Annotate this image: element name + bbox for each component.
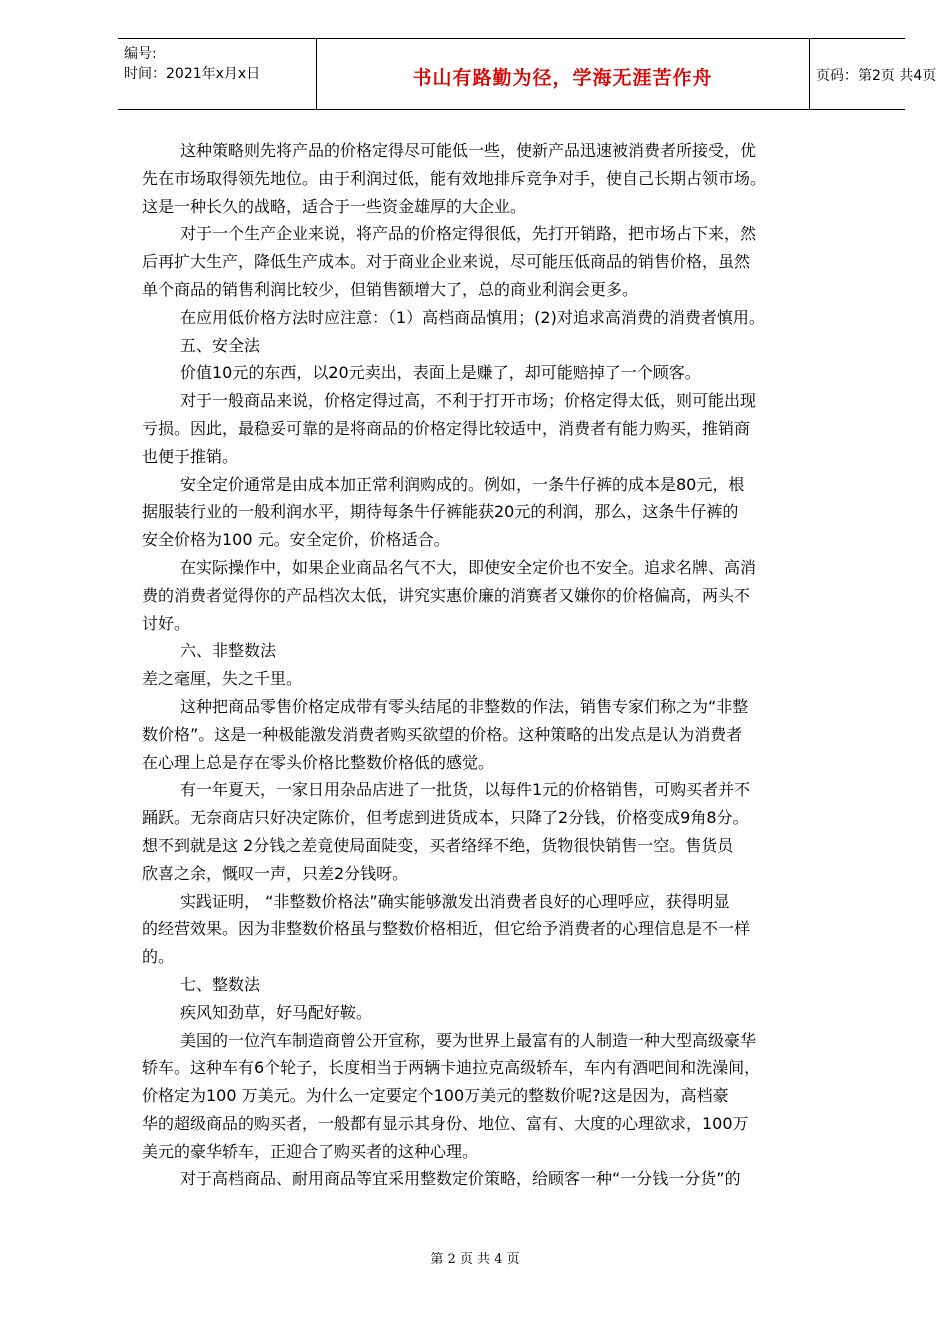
page-footer: 第 2 页 共 4 页 [430, 1252, 520, 1267]
header-page-cell [810, 39, 937, 109]
text-line: 这是一种长久的战略，适合于一些资金雄厚的大企业。 [142, 196, 527, 216]
text-line: 差之毫厘，失之千里。 [142, 669, 303, 689]
document-number-label: 编号: [124, 46, 157, 62]
text-line: 想不到就是这 2分钱之差竟使局面陡变，买者络绎不绝，货物很快销售一空。售货员 [142, 835, 734, 855]
text-line: 在心理上总是存在零头价格比整数价格低的感觉。 [142, 752, 495, 772]
text-line: 欣喜之余，慨叹一声，只差2分钱呀。 [142, 863, 409, 883]
header-motto: 书山有路勤为径，学海无涯苦作舟 [412, 67, 713, 89]
text-line: 轿车。这种车有6个轮子，长度相当于两辆卡迪拉克高级轿车，车内有酒吧间和洗澡间， [142, 1058, 761, 1078]
header-page-info: 页码：第2页 共4页 [816, 68, 937, 84]
document-time-label: 时间：2021年x月x日 [124, 66, 261, 82]
text-line: 在应用低价格方法时应注意：（1）高档商品慎用；(2)对追求高消费的消费者慎用。 [180, 307, 765, 327]
text-line: 美元的豪华轿车，正迎合了购买者的这种心理。 [142, 1141, 479, 1161]
text-line: 这种策略则先将产品的价格定得尽可能低一些，使新产品迅速被消费者所接受，优 [180, 141, 757, 160]
header-meta-cell [118, 39, 317, 109]
text-line: 亏损。因此，最稳妥可靠的是将商品的价格定得比较适中，消费者有能力购买，推销商 [142, 418, 751, 438]
text-line: 踊跃。无奈商店只好决定陈价，但考虑到进货成本，只降了2分钱，价格变成9角8分。 [142, 808, 749, 828]
text-line: 五、安全法 [180, 335, 261, 355]
text-line: 讨好。 [142, 613, 191, 633]
document-header [118, 38, 937, 110]
text-line: 七、整数法 [180, 974, 261, 994]
text-line: 的经营效果。因为非整数价格虽与整数价格相近，但它给予消费者的心理信息是不一样 [142, 919, 751, 939]
text-line: 有一年夏天，一家日用杂品店进了一批货，以每件1元的价格销售，可购买者并不 [180, 780, 751, 800]
text-line: 在实际操作中，如果企业商品名气不大，即使安全定价也不安全。追求名牌、高消 [180, 557, 757, 577]
text-line: 美国的一位汽车制造商曾公开宣称，要为世界上最富有的人制造一种大型高级豪华 [180, 1030, 757, 1050]
text-line: 后再扩大生产，降低生产成本。对于商业企业来说，尽可能压低商品的销售价格，虽然 [142, 252, 751, 272]
text-line: 对于一个生产企业来说，将产品的价格定得很低，先打开销路，把市场占下来，然 [180, 224, 757, 244]
text-line: 据服装行业的一般利润水平，期待每条牛仔裤能获20元的利润，那么，这条牛仔裤的 [142, 502, 739, 522]
text-line: 先在市场取得领先地位。由于利润过低，能有效地排斥竞争对手，使自己长期占领市场。 [142, 168, 767, 188]
text-line: 实践证明， “非整数价格法”确实能够激发出消费者良好的心理呼应，获得明显 [180, 891, 730, 911]
text-line: 安全价格为100 元。安全定价，价格适合。 [142, 530, 450, 550]
text-line: 的。 [142, 947, 175, 967]
header-motto-cell [316, 39, 810, 109]
text-line: 这种把商品零售价格定成带有零头结尾的非整数的作法，销售专家们称之为“非整 [180, 696, 749, 716]
body-text [142, 137, 882, 1193]
text-line: 安全定价通常是由成本加正常利润购成的。例如，一条牛仔裤的成本是80元，根 [180, 474, 745, 494]
text-line: 也便于推销。 [142, 446, 239, 466]
text-line: 六、非整数法 [180, 641, 277, 661]
text-line: 费的消费者觉得你的产品档次太低，讲究实惠价廉的消赛者又嫌你的价格偏高，两头不 [142, 585, 751, 605]
text-line: 价格定为100 万美元。为什么一定要定个100万美元的整数价呢?这是因为，高档豪 [142, 1086, 729, 1106]
text-line: 单个商品的销售利润比较少，但销售额增大了，总的商业利润会更多。 [142, 279, 639, 299]
document-body [142, 137, 882, 1193]
text-line: 疾风知劲草，好马配好鞍。 [180, 1002, 373, 1022]
text-line: 对于一般商品来说，价格定得过高，不利于打开市场；价格定得太低，则可能出现 [180, 391, 757, 411]
text-line: 价值10元的东西，以20元卖出，表面上是赚了，却可能赔掉了一个顾客。 [180, 363, 701, 383]
text-line: 对于高档商品、耐用商品等宜采用整数定价策略，给顾客一种“一分钱一分货”的 [180, 1169, 741, 1189]
text-line: 数价格”。这是一种极能激发消费者购买欲望的价格。这种策略的出发点是认为消费者 [142, 724, 743, 744]
text-line: 华的超级商品的购买者，一般都有显示其身份、地位、富有、大度的心理欲求，100万 [142, 1113, 749, 1133]
